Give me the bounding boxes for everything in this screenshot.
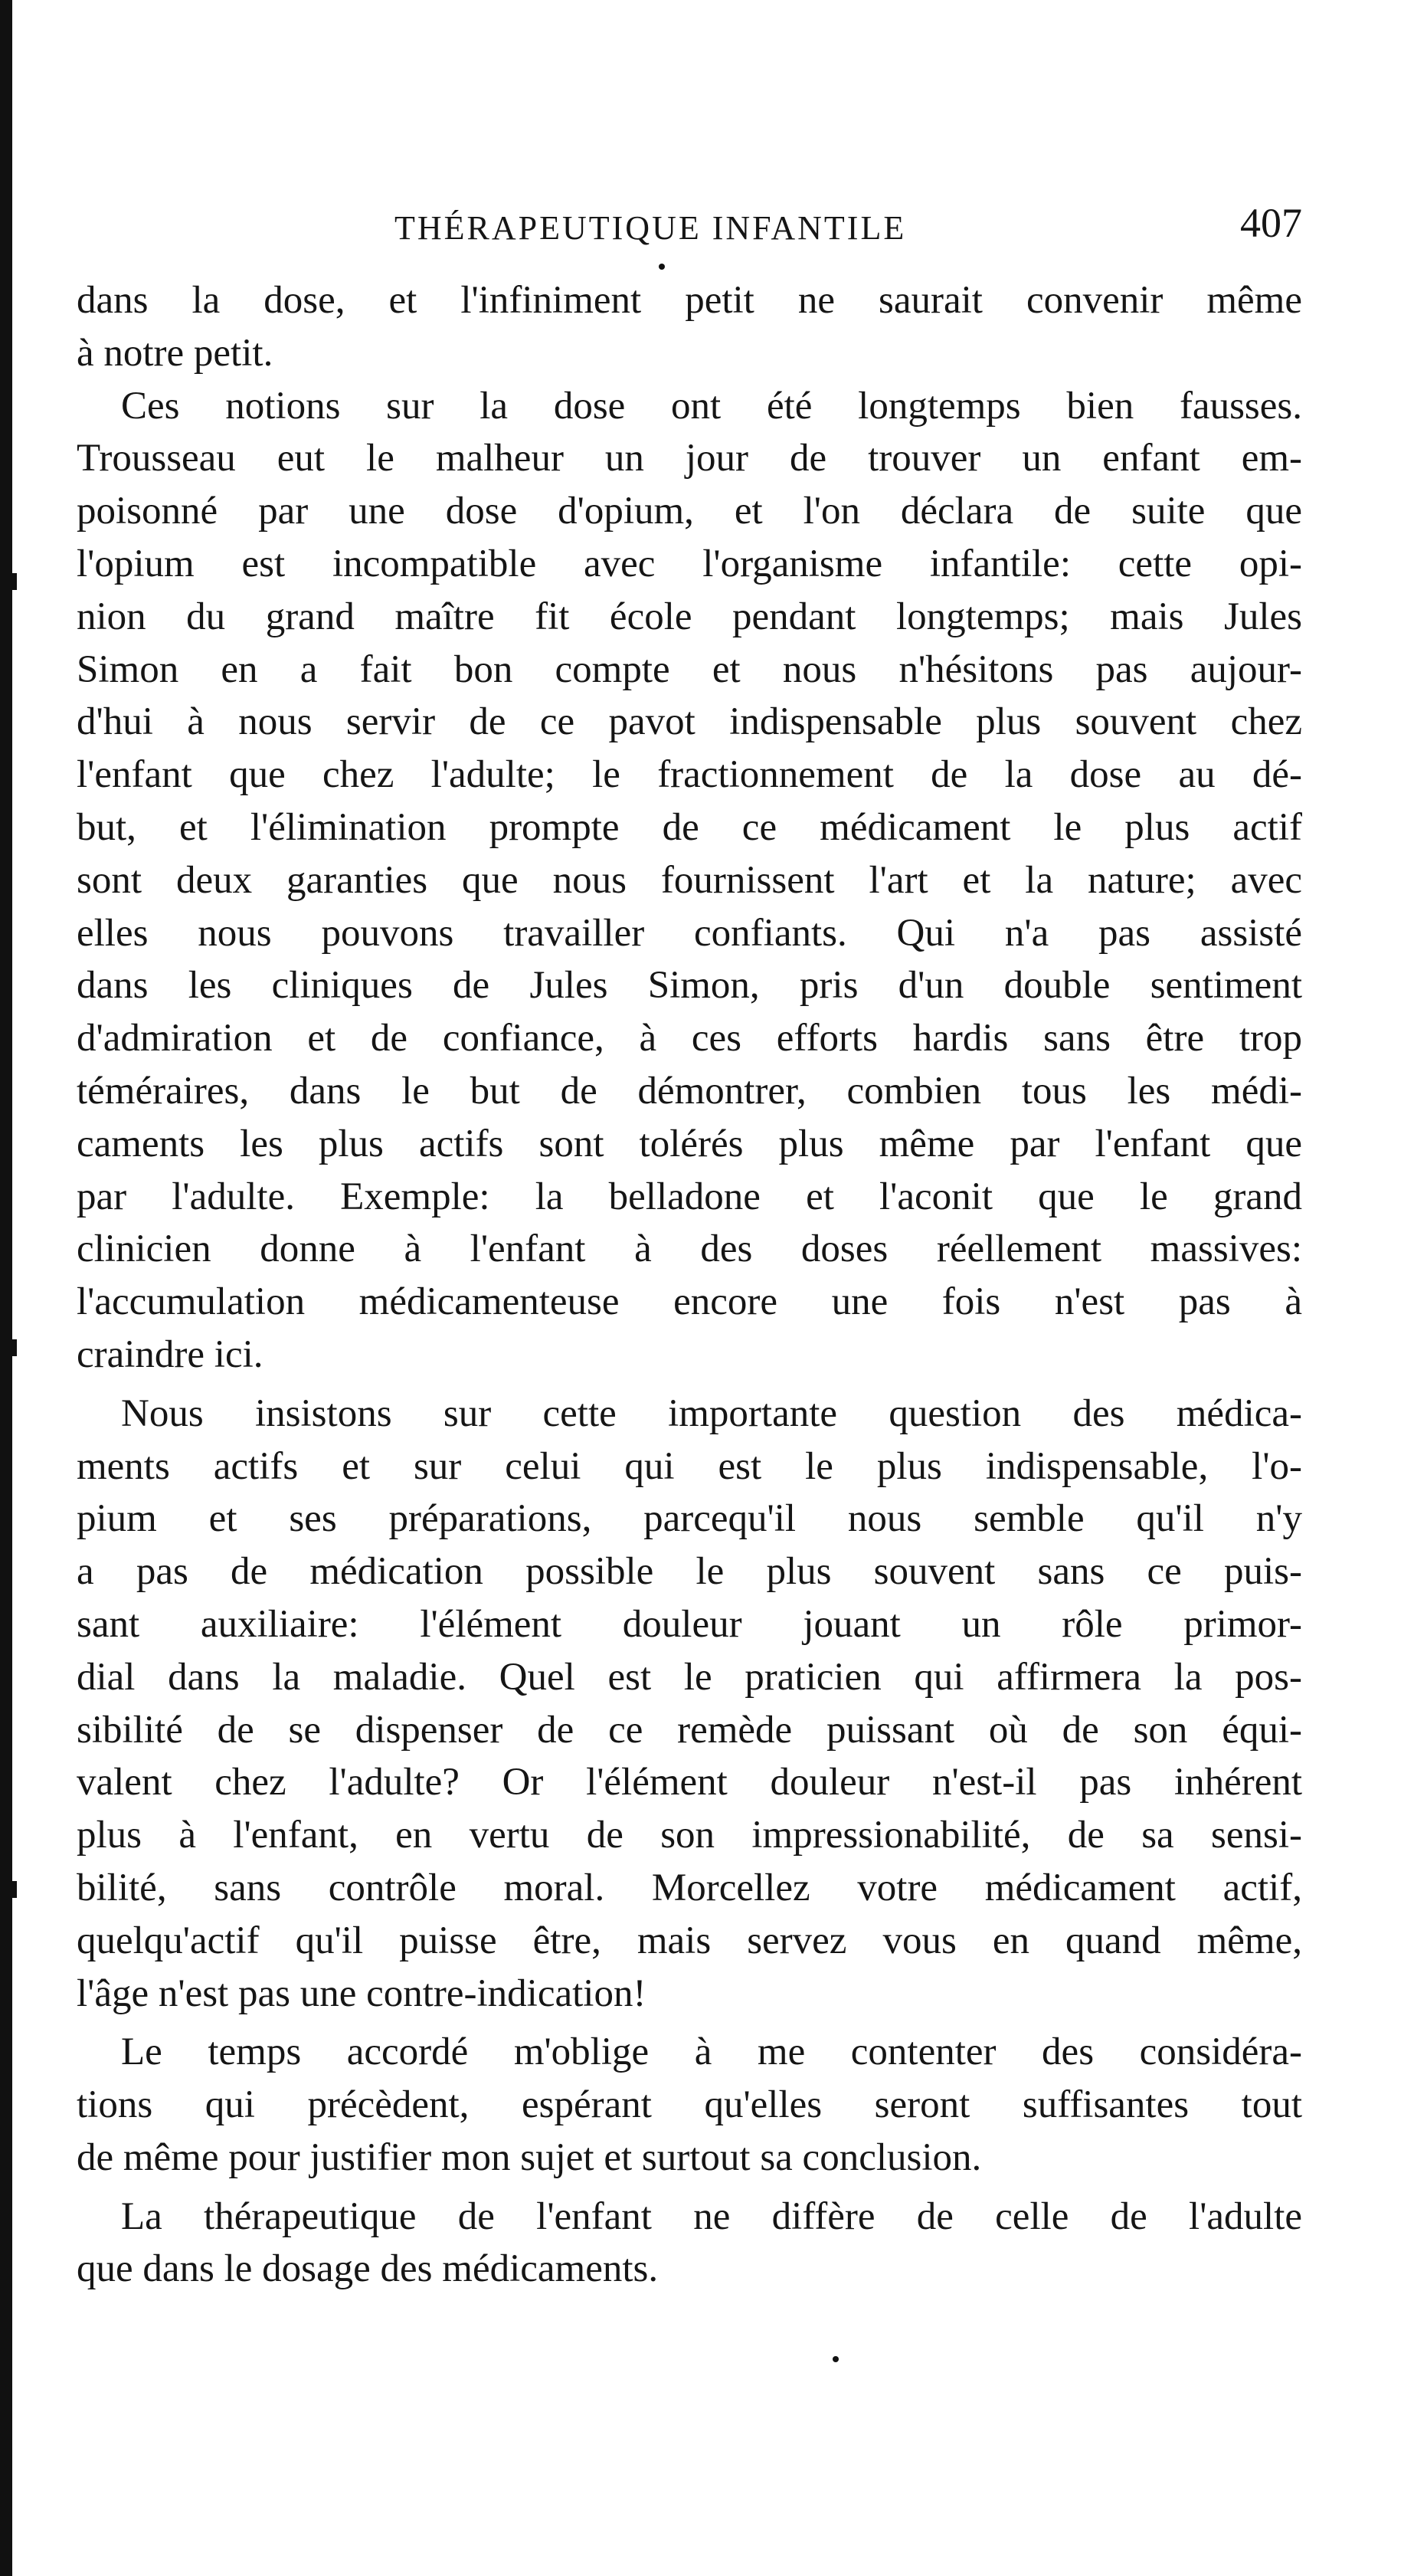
text-line: La thérapeutique de l'enfant ne diffère de celle de l'adulte xyxy=(121,2194,1302,2238)
text-line: de même pour justifier mon sujet et surtout sa conclusion. xyxy=(77,2135,982,2179)
text-line: a pas de médication possible le plus souvent sans ce puis- xyxy=(77,1550,1302,1594)
text-line: téméraires, dans le but de démontrer, combien tous les médi- xyxy=(77,1069,1302,1113)
paragraph xyxy=(77,2026,1302,2184)
text-line: l'enfant que chez l'adulte; le fractionnement de la dose au dé- xyxy=(77,753,1302,797)
text-line: plus à l'enfant, en vertu de son impressionabilité, de sa sensi- xyxy=(77,1814,1302,1857)
scan-edge-shadow xyxy=(0,0,12,2576)
text-line: valent chez l'adulte? Or l'élément douleur n'est-il pas inhérent xyxy=(77,1761,1302,1804)
text-line: par l'adulte. Exemple: la belladone et l'aconit que le grand xyxy=(77,1175,1302,1218)
text-line: Ces notions sur la dose ont été longtemps bien fausses. xyxy=(121,384,1302,428)
book-page xyxy=(77,199,1302,2296)
text-line: d'hui à nous servir de ce pavot indispensable plus souvent chez xyxy=(77,700,1302,744)
text-line: pium et ses préparations, parcequ'il nous semble qu'il n'y xyxy=(77,1497,1302,1541)
paragraph-gap xyxy=(77,1381,1302,1388)
text-line: Trousseau eut le malheur un jour de trouver un enfant em- xyxy=(77,437,1302,480)
text-line: l'âge n'est pas une contre-indication! xyxy=(77,1971,646,2015)
page-number: 407 xyxy=(1240,200,1302,246)
text-line: nion du grand maître fit école pendant longtemps; mais Jules xyxy=(77,595,1302,638)
text-line: but, et l'élimination prompte de ce médicament le plus actif xyxy=(77,805,1302,849)
scan-edge-mark xyxy=(11,1339,17,1356)
text-line: d'admiration et de confiance, à ces efforts hardis sans être trop xyxy=(77,1017,1302,1060)
paragraph xyxy=(77,274,1302,380)
text-line: l'accumulation médicamenteuse encore une fois n'est pas à xyxy=(77,1280,1302,1324)
text-line: poisonné par une dose d'opium, et l'on déclara de suite que xyxy=(77,490,1302,533)
text-line: Le temps accordé m'oblige à me contenter des considéra- xyxy=(121,2030,1302,2074)
text-line: caments les plus actifs sont tolérés plus même par l'enfant que xyxy=(77,1122,1302,1165)
scan-edge-mark xyxy=(11,1881,17,1898)
scan-edge-mark xyxy=(11,573,17,590)
print-speck xyxy=(833,2356,839,2362)
running-head xyxy=(77,199,1302,261)
text-line: à notre petit. xyxy=(77,331,273,375)
print-speck xyxy=(659,264,665,270)
text-line: bilité, sans contrôle moral. Morcellez votre médicament actif, xyxy=(77,1866,1302,1909)
text-line: clinicien donne à l'enfant à des doses réellement massives: xyxy=(77,1227,1302,1271)
text-line: Simon en a fait bon compte et nous n'hésitons pas aujour- xyxy=(77,647,1302,691)
text-line: elles nous pouvons travailler confiants. Qui n'a pas assisté xyxy=(77,911,1302,955)
running-title: THÉRAPEUTIQUE INFANTILE xyxy=(394,209,907,247)
text-line: tions qui précèdent, espérant qu'elles seront suffisantes tout xyxy=(77,2083,1302,2127)
text-line: l'opium est incompatible avec l'organisme infantile: cette opi- xyxy=(77,542,1302,585)
text-line: dans la dose, et l'infiniment petit ne saurait convenir même xyxy=(77,279,1302,322)
text-line: dans les cliniques de Jules Simon, pris d'un double sentiment xyxy=(77,964,1302,1008)
text-line: dial dans la maladie. Quel est le praticien qui affirmera la pos- xyxy=(77,1655,1302,1699)
paragraph xyxy=(77,2191,1302,2296)
paragraph-gap xyxy=(77,2184,1302,2191)
paragraph xyxy=(77,1388,1302,2020)
text-line: sibilité de se dispenser de ce remède puissant où de son équi- xyxy=(77,1708,1302,1752)
text-line: sont deux garanties que nous fournissent l'art et la nature; avec xyxy=(77,858,1302,902)
text-line: sant auxiliaire: l'élément douleur jouant un rôle primor- xyxy=(77,1602,1302,1646)
body-text xyxy=(77,274,1302,2296)
text-line: Nous insistons sur cette importante question des médica- xyxy=(121,1391,1302,1435)
text-line: que dans le dosage des médicaments. xyxy=(77,2247,659,2291)
paragraph-gap xyxy=(77,2020,1302,2026)
text-line: quelqu'actif qu'il puisse être, mais servez vous en quand même, xyxy=(77,1919,1302,1962)
text-line: ments actifs et sur celui qui est le plus indispensable, l'o- xyxy=(77,1444,1302,1488)
text-line: craindre ici. xyxy=(77,1332,263,1376)
paragraph xyxy=(77,380,1302,1381)
